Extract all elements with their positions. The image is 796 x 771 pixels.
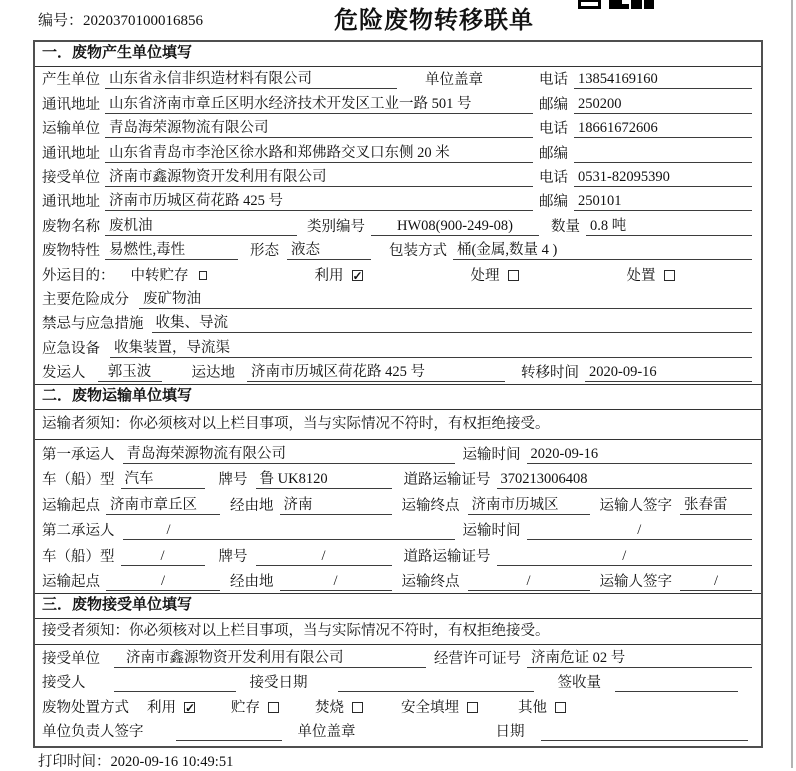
form-row-transporter-address	[35, 140, 761, 164]
carrier1-value: 青岛海荣源物流有限公司	[123, 445, 455, 464]
form-row-transporter	[35, 116, 761, 140]
page-edge-line	[791, 0, 793, 768]
vehicle-type-value: /	[121, 547, 205, 566]
transporter-sign-value: /	[680, 572, 752, 591]
print-time-value: 2020-09-16 10:49:51	[110, 754, 234, 770]
road-permit-value: 370213006408	[497, 470, 753, 489]
carrier1-label: 第一承运人	[42, 446, 115, 463]
phone-value: 13854169160	[574, 70, 752, 89]
option-label: 利用	[147, 699, 176, 716]
producer-zip-value: 250200	[574, 95, 752, 114]
form-row-receiver	[35, 165, 761, 189]
disposal-option-other	[518, 699, 566, 717]
checkbox-transfer-storage	[199, 271, 207, 280]
endpoint-value: /	[468, 572, 590, 591]
property-value: 易燃性,毒性	[105, 241, 238, 260]
receiver-label: 接受单位	[42, 169, 100, 186]
road-permit-value: /	[497, 547, 753, 566]
plate-label: 牌号	[218, 548, 248, 565]
acceptor-value	[114, 691, 236, 692]
section2-notice: 运输者须知：你必须核对以上栏目事项，当与实际情况不符时，有权拒绝接受。	[35, 410, 761, 440]
carrier2-label: 第二承运人	[42, 523, 115, 540]
emergency-value: 收集、导流	[152, 314, 753, 333]
hazard-label: 主要危险成分	[42, 291, 129, 308]
waste-name-label: 废物名称	[42, 218, 100, 235]
form-row-emergency-measures	[35, 311, 761, 335]
option-label: 焚烧	[315, 699, 344, 716]
transporter-address-value: 山东省青岛市李沧区徐水路和郑佛路交叉口东侧 20 米	[105, 144, 533, 163]
transporter-zip-value	[574, 162, 752, 163]
origin-value: 济南市章丘区	[106, 496, 220, 515]
transporter-sign-value: 张春雷	[680, 496, 752, 515]
form-row-carrier2	[35, 517, 761, 543]
waste-name-value: 废机油	[105, 217, 297, 236]
equipment-value: 收集装置，导流渠	[110, 339, 752, 358]
via-label: 经由地	[230, 574, 274, 591]
transport-time-value: /	[527, 521, 753, 540]
form-row-receiver-address	[35, 189, 761, 213]
checkbox-storage	[268, 702, 279, 713]
section3-notice: 接受者须知：你必须核对以上栏目事项，当与实际情况不符时，有权拒绝接受。	[35, 619, 761, 645]
category-label: 类别编号	[307, 218, 365, 235]
origin-label: 运输起点	[42, 497, 100, 514]
road-permit-label: 道路运输证号	[403, 472, 491, 489]
via-value: /	[280, 572, 392, 591]
document-number	[38, 9, 203, 30]
road-permit-label: 道路运输证号	[403, 548, 491, 565]
purpose-option-treat	[471, 267, 519, 285]
producer-label: 产生单位	[42, 72, 100, 89]
option-label: 安全填埋	[401, 699, 459, 716]
transporter-phone-value: 18661672606	[574, 119, 752, 138]
vehicle-type-label: 车（船）型	[42, 472, 115, 489]
receiver-address-value: 济南市历城区荷花路 425 号	[105, 192, 533, 211]
form-row-vehicle2	[35, 542, 761, 568]
form-row-disposal	[35, 694, 761, 719]
section3-title: 三．废物接受单位填写	[35, 593, 761, 619]
date-value	[541, 740, 749, 741]
section2-title: 二．废物运输单位填写	[35, 384, 761, 410]
disposal-option-landfill	[401, 699, 478, 717]
emergency-label: 禁忌与应急措施	[42, 316, 144, 333]
checkbox-landfill	[467, 702, 478, 713]
producer-address-value: 山东省济南市章丘区明水经济技术开发区工业一路 501 号	[105, 95, 533, 114]
equipment-label: 应急设备	[42, 340, 100, 357]
shipper-label: 发运人	[42, 365, 86, 382]
responsible-sign-label: 单位负责人签字	[42, 724, 144, 741]
manifest-form	[33, 40, 763, 748]
packing-value: 桶(金属,数量 4 )	[453, 241, 752, 260]
date-label: 日期	[495, 724, 525, 741]
purpose-label: 外运目的：	[42, 267, 115, 284]
form-row-route1	[35, 491, 761, 517]
option-label: 其他	[518, 699, 547, 716]
plate-value: /	[256, 547, 392, 566]
checkbox-utilize	[184, 702, 195, 713]
option-label: 处理	[470, 267, 500, 284]
transporter-sign-label: 运输人签字	[599, 497, 672, 514]
qr-code-fragment	[578, 0, 654, 9]
section1-title: 一．废物产生单位填写	[35, 42, 761, 67]
disposal-option-utilize	[147, 699, 195, 717]
via-label: 经由地	[230, 497, 274, 514]
form-row-emergency-equipment	[35, 335, 761, 359]
form-row-hazard	[35, 287, 761, 311]
option-label: 处置	[626, 267, 656, 284]
transfer-time-label: 转移时间	[521, 365, 579, 382]
receipt-qty-value	[615, 691, 738, 692]
receiver-value: 济南市鑫源物资开发利用有限公司	[105, 168, 533, 187]
destination-label: 运达地	[191, 365, 235, 382]
destination-value: 济南市历城区荷花路 425 号	[247, 363, 505, 382]
address-label: 通讯地址	[42, 145, 100, 162]
transport-time-label: 运输时间	[462, 523, 521, 540]
form-row-shipper	[35, 360, 761, 384]
property-label: 废物特性	[42, 243, 100, 260]
checkbox-incinerate	[352, 702, 363, 713]
receiver-phone-value: 0531-82095390	[574, 168, 752, 187]
document-number-label: 编号：	[38, 13, 84, 29]
endpoint-value: 济南市历城区	[468, 496, 590, 515]
zip-label: 邮编	[539, 194, 568, 211]
endpoint-label: 运输终点	[401, 497, 460, 514]
disposal-option-storage	[231, 699, 279, 717]
form-value: 液态	[287, 241, 371, 260]
checkbox-other	[555, 702, 566, 713]
origin-label: 运输起点	[42, 574, 100, 591]
receipt-qty-label: 签收量	[557, 675, 601, 692]
phone-label: 电话	[539, 169, 568, 186]
form-row-producer-address	[35, 91, 761, 115]
form-row-carrier1	[35, 440, 761, 466]
license-label: 经营许可证号	[434, 650, 521, 667]
category-value: HW08(900-249-08)	[371, 217, 539, 236]
producer-value: 山东省永信非织造材料有限公司	[105, 70, 397, 89]
endpoint-label: 运输终点	[401, 574, 460, 591]
transporter-value: 青岛海荣源物流有限公司	[105, 119, 533, 138]
accept-date-label: 接受日期	[249, 675, 308, 692]
quantity-label: 数量	[551, 218, 580, 235]
vehicle-type-value: 汽车	[121, 470, 205, 489]
checkbox-dispose	[664, 270, 675, 281]
accept-unit-label: 接受单位	[42, 650, 100, 667]
form-row-accept-unit	[35, 645, 761, 670]
checkbox-utilize	[352, 270, 363, 281]
zip-label: 邮编	[539, 145, 568, 162]
receiver-zip-value: 250101	[574, 192, 752, 211]
phone-label: 电话	[539, 72, 568, 89]
plate-label: 牌号	[218, 472, 248, 489]
license-value: 济南危证 02 号	[527, 649, 752, 668]
address-label: 通讯地址	[42, 96, 100, 113]
transporter-sign-label: 运输人签字	[599, 574, 672, 591]
form-row-waste-name	[35, 213, 761, 237]
packing-label: 包装方式	[389, 243, 447, 260]
origin-value: /	[106, 572, 220, 591]
transport-time-label: 运输时间	[462, 446, 521, 463]
form-row-route2	[35, 568, 761, 594]
form-row-purpose	[35, 262, 761, 286]
zip-label: 邮编	[539, 96, 568, 113]
via-value: 济南	[280, 496, 392, 515]
plate-value: 鲁 UK8120	[256, 470, 392, 489]
carrier2-value: /	[123, 521, 455, 540]
vehicle-type-label: 车（船）型	[42, 548, 115, 565]
address-label: 通讯地址	[42, 194, 100, 211]
quantity-value: 0.8 吨	[586, 217, 752, 236]
checkbox-treat	[508, 270, 519, 281]
document-number-value: 2020370100016856	[83, 13, 204, 29]
transport-time-value: 2020-09-16	[527, 445, 753, 464]
transfer-time-value: 2020-09-16	[585, 363, 752, 382]
purpose-option-transfer-storage	[131, 267, 207, 285]
purpose-option-dispose	[627, 267, 675, 285]
hazard-value: 废矿物油	[139, 290, 752, 309]
option-label: 中转贮存	[130, 267, 189, 284]
disposal-label: 废物处置方式	[42, 699, 129, 716]
responsible-sign-value	[176, 740, 282, 741]
disposal-option-incinerate	[315, 699, 363, 717]
accept-unit-value: 济南市鑫源物资开发利用有限公司	[114, 649, 426, 668]
option-label: 利用	[314, 267, 344, 284]
form-row-vehicle1	[35, 466, 761, 492]
transporter-label: 运输单位	[42, 121, 100, 138]
option-label: 贮存	[231, 699, 260, 716]
unit-seal-label: 单位盖章	[425, 72, 483, 89]
form-row-acceptor	[35, 670, 761, 695]
page-title: 危险废物转移联单	[334, 8, 534, 34]
form-label: 形态	[250, 243, 279, 260]
shipper-value: 郭玉波	[98, 363, 162, 382]
accept-date-value	[338, 691, 534, 692]
form-row-responsible-sign	[35, 719, 761, 744]
purpose-option-utilize	[315, 267, 363, 285]
form-row-waste-property	[35, 238, 761, 262]
unit-seal-label: 单位盖章	[297, 724, 356, 741]
acceptor-label: 接受人	[42, 675, 86, 692]
print-time-label: 打印时间：	[38, 754, 111, 770]
phone-label: 电话	[539, 121, 568, 138]
form-row-producer	[35, 67, 761, 91]
